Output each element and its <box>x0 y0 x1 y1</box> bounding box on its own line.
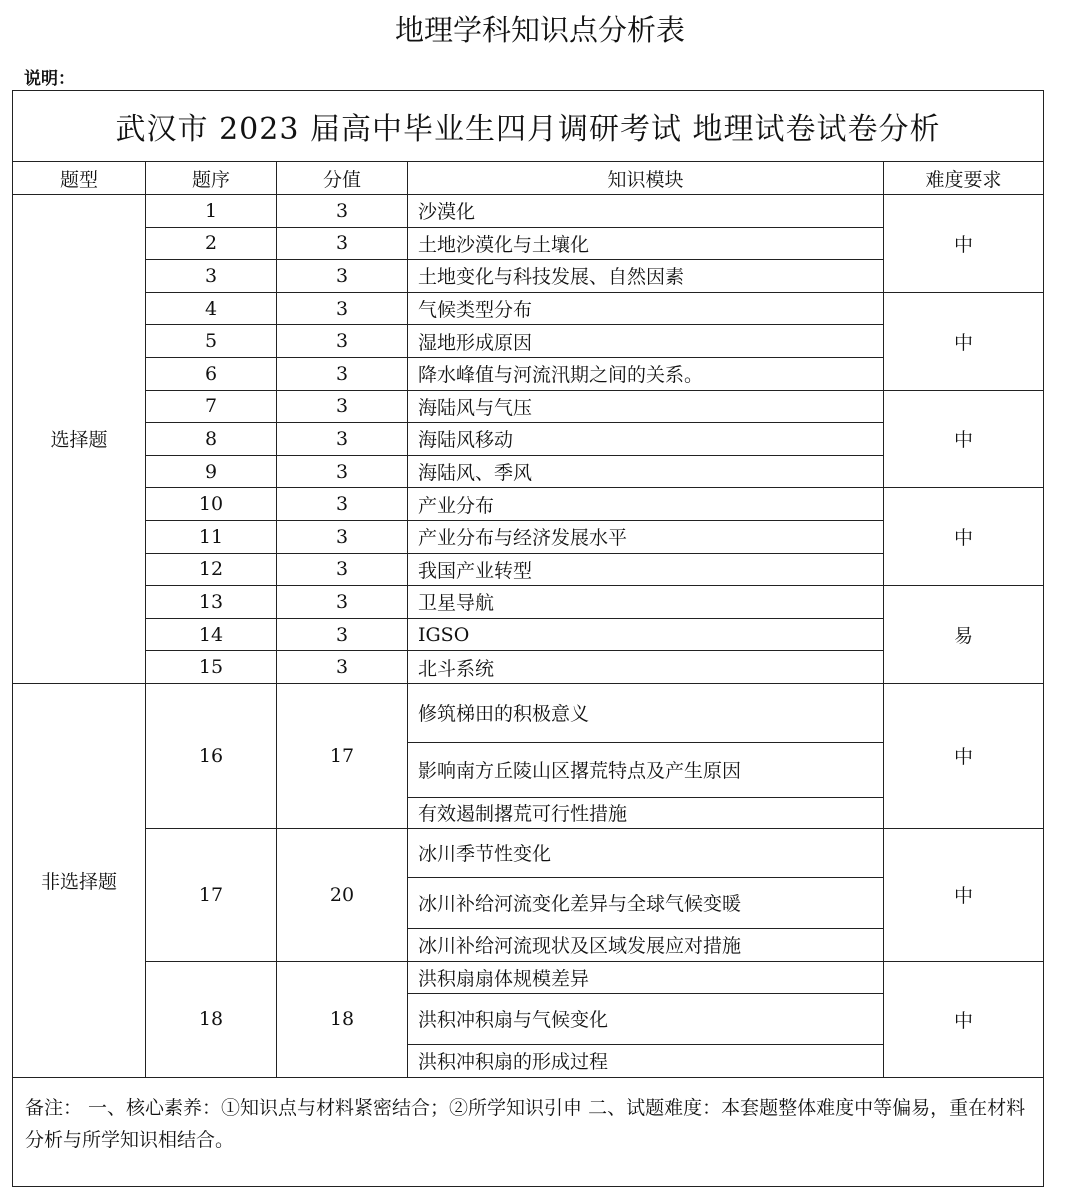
header-difficulty: 难度要求 <box>884 162 1044 195</box>
difficulty-cell: 中 <box>884 683 1044 828</box>
knowledge-module: 海陆风、季风 <box>408 455 884 488</box>
knowledge-module: 产业分布与经济发展水平 <box>408 520 884 553</box>
table-row <box>13 488 1044 521</box>
mc-type-cell: 选择题 <box>13 195 146 684</box>
question-number: 14 <box>146 618 277 651</box>
note-label: 说明： <box>24 69 75 89</box>
nc-type-cell: 非选择题 <box>13 683 146 1077</box>
question-score: 18 <box>277 961 408 1077</box>
question-number: 12 <box>146 553 277 586</box>
knowledge-module: 冰川季节性变化 <box>408 828 884 877</box>
question-number: 11 <box>146 520 277 553</box>
knowledge-module: 气候类型分布 <box>408 292 884 325</box>
knowledge-module: 修筑梯田的积极意义 <box>408 683 884 742</box>
header-type: 题型 <box>13 162 146 195</box>
table-row <box>13 390 1044 423</box>
difficulty-cell: 中 <box>884 292 1044 390</box>
knowledge-module: 我国产业转型 <box>408 553 884 586</box>
question-number: 8 <box>146 423 277 456</box>
knowledge-module: 北斗系统 <box>408 651 884 684</box>
question-score: 3 <box>277 423 408 456</box>
question-score: 3 <box>277 488 408 521</box>
knowledge-module: 土地沙漠化与土壤化 <box>408 227 884 260</box>
knowledge-module: IGSO <box>408 618 884 651</box>
difficulty-cell: 中 <box>884 195 1044 293</box>
knowledge-module: 降水峰值与河流汛期之间的关系。 <box>408 357 884 390</box>
question-score: 3 <box>277 618 408 651</box>
document-title: 地理学科知识点分析表 <box>394 13 685 47</box>
knowledge-module: 海陆风移动 <box>408 423 884 456</box>
knowledge-module: 洪积冲积扇与气候变化 <box>408 993 884 1044</box>
question-number: 13 <box>146 586 277 619</box>
question-number: 2 <box>146 227 277 260</box>
question-number: 7 <box>146 390 277 423</box>
question-number: 3 <box>146 260 277 293</box>
knowledge-module: 洪积冲积扇的形成过程 <box>408 1044 884 1077</box>
question-number: 15 <box>146 651 277 684</box>
table-row <box>13 292 1044 325</box>
knowledge-module: 卫星导航 <box>408 586 884 619</box>
difficulty-cell: 易 <box>884 586 1044 684</box>
knowledge-module: 海陆风与气压 <box>408 390 884 423</box>
table-banner: 武汉市 2023 届高中毕业生四月调研考试 地理试卷试卷分析 <box>13 91 1044 162</box>
knowledge-module: 有效遏制撂荒可行性措施 <box>408 797 884 828</box>
question-score: 17 <box>277 683 408 828</box>
question-number: 9 <box>146 455 277 488</box>
question-score: 3 <box>277 520 408 553</box>
knowledge-module: 影响南方丘陵山区撂荒特点及产生原因 <box>408 742 884 797</box>
table-row <box>13 683 1044 742</box>
remark-row <box>13 1077 1044 1186</box>
header-number: 题序 <box>146 162 277 195</box>
question-number: 1 <box>146 195 277 228</box>
table-row <box>13 586 1044 619</box>
question-score: 3 <box>277 260 408 293</box>
analysis-table <box>12 90 1044 1187</box>
table-row <box>13 195 1044 228</box>
knowledge-module: 冰川补给河流变化差异与全球气候变暖 <box>408 877 884 928</box>
question-number: 10 <box>146 488 277 521</box>
question-score: 3 <box>277 325 408 358</box>
table-row <box>13 961 1044 993</box>
question-score: 3 <box>277 357 408 390</box>
question-score: 3 <box>277 455 408 488</box>
question-score: 3 <box>277 292 408 325</box>
header-knowledge: 知识模块 <box>408 162 884 195</box>
remark-text: 备注： 一、核心素养：①知识点与材料紧密结合；②所学知识引申 二、试题难度：本套题整体难度中等偏易，重在材料分析与所学知识相结合。 <box>13 1077 1044 1186</box>
question-score: 20 <box>277 828 408 961</box>
question-number: 4 <box>146 292 277 325</box>
header-score: 分值 <box>277 162 408 195</box>
knowledge-module: 产业分布 <box>408 488 884 521</box>
question-score: 3 <box>277 195 408 228</box>
difficulty-cell: 中 <box>884 828 1044 961</box>
knowledge-module: 土地变化与科技发展、自然因素 <box>408 260 884 293</box>
question-number: 6 <box>146 357 277 390</box>
table-row <box>13 828 1044 877</box>
question-score: 3 <box>277 651 408 684</box>
question-score: 3 <box>277 586 408 619</box>
question-number: 5 <box>146 325 277 358</box>
question-score: 3 <box>277 390 408 423</box>
question-number: 18 <box>146 961 277 1077</box>
knowledge-module: 冰川补给河流现状及区域发展应对措施 <box>408 928 884 961</box>
question-number: 16 <box>146 683 277 828</box>
question-score: 3 <box>277 227 408 260</box>
knowledge-module: 洪积扇扇体规模差异 <box>408 961 884 993</box>
knowledge-module: 沙漠化 <box>408 195 884 228</box>
knowledge-module: 湿地形成原因 <box>408 325 884 358</box>
question-number: 17 <box>146 828 277 961</box>
question-score: 3 <box>277 553 408 586</box>
difficulty-cell: 中 <box>884 961 1044 1077</box>
difficulty-cell: 中 <box>884 390 1044 488</box>
difficulty-cell: 中 <box>884 488 1044 586</box>
header-row <box>13 162 1044 195</box>
